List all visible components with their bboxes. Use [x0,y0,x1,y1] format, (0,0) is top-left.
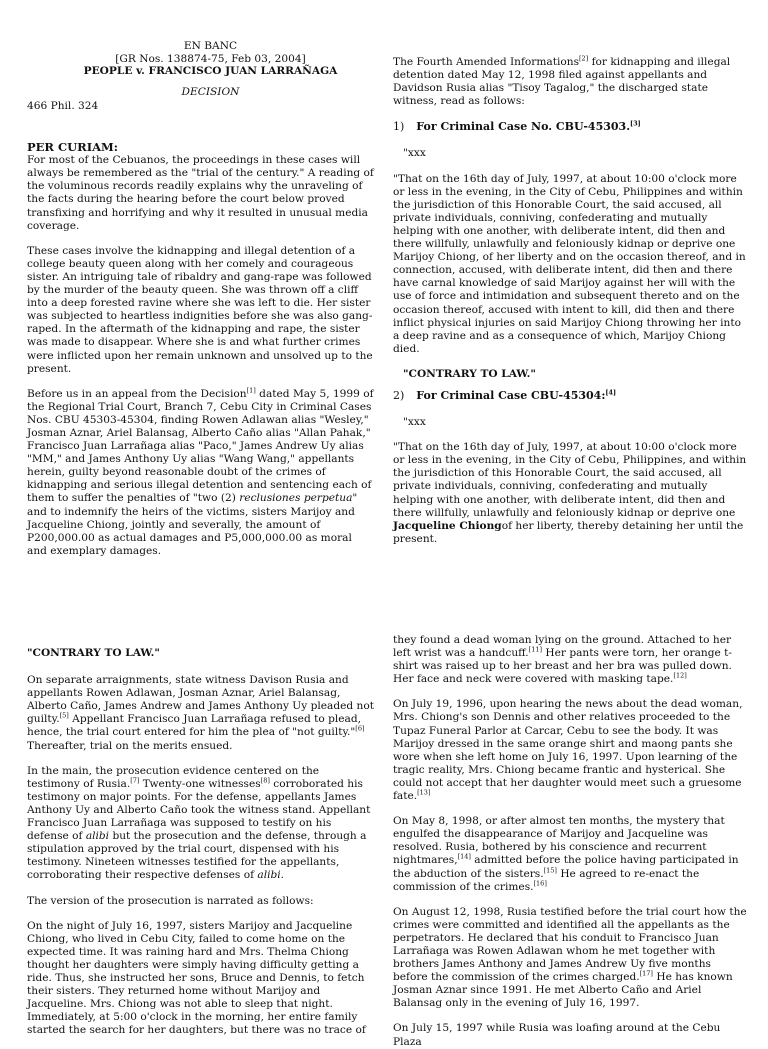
footnote-ref[interactable]: [7] [130,776,140,785]
information-text: "That on the 16th day of July, 1997, at about 10:00 o'clock more or less in the evening, in the City of Cebu, Philippines and within the jurisdiction of this Honorable Court, the said accused, all private individuals, conniving, confederating and mutually helping with one another, with deliberate intent, did then and there willfully, unlawfully and feloniously kidnap or deprive one Marijoy Chiong, of her liberty and on the occasion thereof, and in connection, accused, with deliberate intent, did then and there have carnal knowledge of said Marijoy against her will with the use of force and intimidation and subsequent thereto and on the occasion thereof, accused with intent to kill, did then and there inflict physical injuries on said Marijoy Chiong throwing her into a deep ravine and as a consequence of which, Marijoy Chiong died. [393,172,746,355]
footnote-ref[interactable]: [14] [457,852,471,861]
footnote-ref[interactable]: [16] [533,879,547,888]
information-text: "That on the 16th day of July, 1997, at about 10:00 o'clock more or less in the evening, in the City of Cebu, Philippines, and within the jurisdiction of this Honorable Court, the said accused, all private individuals, conniving, confederating and mutually helping with one another, with deliberate intent, did then and there willfully, unlawfully and feloniously kidnap or deprive one Jacqueline Chiongof her liberty, thereby detaining her until the present. [393,441,747,545]
case-title: PEOPLE v. FRANCISCO JUAN LARRAÑAGA [83,65,338,77]
case-label: For Criminal Case CBU-45304: [416,388,606,402]
contrary-to-law: "CONTRARY TO LAW." [27,647,160,659]
case-item-1: 1) For Criminal Case No. CBU-45303.[3] [393,119,641,134]
case-header [47,40,374,98]
paragraph: Before us in an appeal from the Decision[1] dated May 5, 1999 of the Regional Trial Court, Branch 7, Cebu City in Criminal Cases Nos. CBU 45303-45304, finding Rowen Adlawan alias "Wesley," Josman Aznar, Ariel Balansag, Alberto Caño alias "Allan Pahak," Francisco Juan Larrañaga alias "Paco," James Andrew Uy alias "MM," and James Anthony Uy alias "Wang Wang," appellants herein, guilty beyond reasonable doubt of the crimes of kidnapping and serious illegal detention and sentencing each of them to suffer the penalties of "two (2) reclusiones perpetua" and to indemnify the heirs of the victims, sisters Marijoy and Jacqueline Chiong, jointly and severally, the amount of P200,000.00 as actual damages and P5,000,000.00 as moral and exemplary damages. [27,386,374,557]
per-curiam-heading: PER CURIAM: [27,140,118,155]
paragraph: On separate arraignments, state witness Davison Rusia and appellants Rowen Adlawan, Josman Aznar, Ariel Balansag, Alberto Caño, James Andrew and James Anthony Uy pleaded not guilty.[5] Appellant Francisco Juan Larrañaga refused to plead, hence, the trial court entered for him the plea of "not guilty."[6] Thereafter, trial on the merits ensued. [27,674,374,752]
paragraph: The Fourth Amended Informations[2] for kidnapping and illegal detention dated May 12, 1998 filed against appellants and Davidson Rusia alias "Tisoy Tagalog," the discharged state witness, read as follows: [393,54,731,108]
paragraph: On the night of July 16, 1997, sisters Marijoy and Jacqueline Chiong, who lived in Cebu City, failed to come home on the expected time. It was raining hard and Mrs. Thelma Chiong thought her daughters were simply having difficulty getting a ride. Thus, she instructed her sons, Bruce and Dennis, to fetch their sisters. They returned home without Marijoy and Jacqueline. Mrs. Chiong was not able to sleep that night. Immediately, at 5:00 o'clock in the morning, her entire family started the search for her daughters, but there was no trace of [27,919,366,1037]
paragraph: On August 12, 1998, Rusia testified before the trial court how the crimes were committed and identified all the appellants as the perpetrators. He declared that his conduit to Francisco Juan Larrañaga was Rowen Adlawan whom he met together with brothers James Anthony and James Andrew Uy five months before the commission of the crimes charged.[17] He has known Josman Aznar since 1991. He met Alberto Caño and Ariel Balansag only in the evening of July 16, 1997. [393,905,747,1010]
paragraph: On July 19, 1996, upon hearing the news about the dead woman, Mrs. Chiong's son Dennis and other relatives proceeded to the Tupaz Funeral Parlor at Carcar, Cebu to see the body. It was Marijoy dressed in the same orange shirt and maong pants she wore when she left home on July 16, 1997. Upon learning of the tragic reality, Mrs. Chiong became frantic and hysterical. She could not accept that her daughter would meet such a gruesome fate.[13] [393,698,743,803]
footnote-ref[interactable]: [12] [673,671,687,680]
paragraph: The version of the prosecution is narrated as follows: [27,894,314,907]
paragraph: On May 8, 1998, or after almost ten months, the mystery that engulfed the disappearance of Marijoy and Jacqueline was resolved. Rusia, bothered by his conscience and recurrent nightmares,[14] admitted before the police having participated in the abduction of the sisters.[15] He agreed to re-enact the commission of the crimes.[16] [393,815,739,893]
case-item-2: 2) For Criminal Case CBU-45304:[4] [393,388,617,402]
footnote-ref[interactable]: [6] [355,724,365,733]
top-left-column [27,40,374,570]
footnote-ref[interactable]: [1] [246,386,256,395]
citation: 466 Phil. 324 [27,100,99,112]
case-label: For Criminal Case No. CBU-45303. [416,120,631,134]
footnote-ref[interactable]: [15] [543,865,557,874]
top-right-column [393,56,748,558]
footnote-ref[interactable]: [3] [630,119,641,128]
contrary-to-law: "CONTRARY TO LAW." [403,367,536,380]
paragraph: they found a dead woman lying on the ground. Attached to her left wrist was a handcuff.[11] Her pants were torn, her orange t-shirt was raised up to her breast and her bra was pulled down. Her face and neck were covered with masking tape.[12] [393,634,732,686]
decision-label: DECISION [181,85,240,98]
footnote-ref[interactable]: [17] [639,969,653,978]
bottom-right-column [393,634,748,1048]
paragraph: For most of the Cebuanos, the proceedings in these cases will always be remembered as the "trial of the century." A reading of the voluminous records readily explains why the unraveling of the facts during the hearing before the court below proved transfixing and horrifying and why it resulted in unusual media coverage. [27,154,374,232]
bottom-left-column [27,647,374,1037]
en-banc-label: EN BANC [183,40,238,52]
paragraph: On July 15, 1997 while Rusia was loafing around at the Cebu Plaza [393,1022,721,1048]
footnote-ref[interactable]: [2] [579,54,589,63]
footnote-ref[interactable]: [5] [59,711,69,720]
footnote-ref[interactable]: [11] [528,645,543,654]
paragraph: These cases involve the kidnapping and illegal detention of a college beauty queen along with her comely and courageous sister. An intriguing tale of ribaldry and gang-rape was followed by the murder of the beauty queen. She was thrown off a cliff into a deep forested ravine where she was left to die. Her sister was subjected to heartless indignities before she was also gang-raped. In the aftermath of the kidnapping and rape, the sister was made to disappear. Where she is and what further crimes were inflicted upon her remain unknown and unsolved up to the present. [27,244,373,375]
xxx-mark: "xxx [403,147,426,160]
footnote-ref[interactable]: [13] [417,788,431,797]
footnote-ref[interactable]: [4] [605,388,617,397]
footnote-ref[interactable]: [8] [260,776,270,785]
paragraph: In the main, the prosecution evidence centered on the testimony of Rusia.[7] Twenty-one witnesses[8] corroborated his testimony on major points. For the defense, appellants James Anthony Uy and Alberto Caño took the witness stand. Appellant Francisco Juan Larrañaga was supposed to testify on his defense of alibi but the prosecution and the defense, through a stipulation approved by the trial court, dispensed with his testimony. Nineteen witnesses testified for the appellants, corroborating their respective defenses of alibi. [27,764,371,882]
gr-number: [GR Nos. 138874-75, Feb 03, 2004] [115,52,306,65]
xxx-mark: "xxx [403,416,426,429]
